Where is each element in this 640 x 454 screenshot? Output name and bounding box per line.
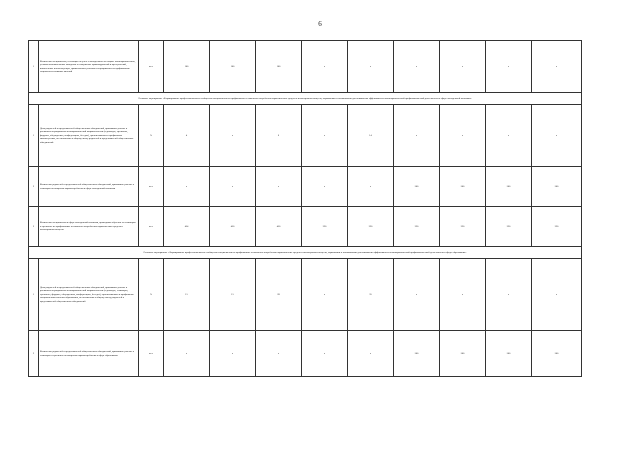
row-number-cell: 2 [29,331,39,377]
value-cell: х [302,331,348,377]
value-cell: х [302,105,348,167]
value-cell: 500 [486,331,532,377]
unit-cell: чел. [139,331,164,377]
unit-cell: чел. [139,41,164,93]
table-row [29,207,582,247]
row-number-cell: 1 [29,259,39,331]
value-cell: 320 [348,207,394,247]
value-cell: х [440,41,486,93]
value-cell: 320 [394,207,440,247]
row-number-cell: 2 [29,167,39,207]
value-cell: 4 [164,105,210,167]
value-cell: х [394,41,440,93]
value-cell: х [532,259,582,331]
indicator-description-cell: Количество специалистов, состоящих на учете в молодежного по защите антинаркотических, условно-положительных молодежи за совершение правонарушений и преступлений, вовлеченных в волонтерскую, привлекаемых участию в мероприятиях по профилактике социально-негативных явлений [39,41,139,93]
section-header-row [29,93,582,105]
value-cell: х [394,105,440,167]
value-cell: х [210,105,256,167]
value-cell: 100 [164,41,210,93]
value-cell: 500 [532,167,582,207]
value-cell: 450 [210,207,256,247]
value-cell: 6 [256,105,302,167]
table-row [29,331,582,377]
value-cell: х [302,259,348,331]
value-cell: 15 [164,259,210,331]
row-number-cell: 1 [29,105,39,167]
value-cell: х [210,167,256,207]
table-row [29,41,582,93]
value-cell: х [302,41,348,93]
value-cell: 320 [486,207,532,247]
section-title: Основное мероприятие «Формирование профессионального сообщества специалистов по профилактике незаконного потребления наркотических средств и психотропных веществ, наркомании и токсикомании для повышения эффективности антинаркотической профилактической деятельности в сфере молодежной политики» [29,93,582,105]
unit-cell: % [139,105,164,167]
unit-cell: чел. [139,207,164,247]
row-number-cell: 1 [29,41,39,93]
value-cell: 500 [532,331,582,377]
value-cell: 14 [348,105,394,167]
value-cell: 500 [440,167,486,207]
value-cell: 454 [164,207,210,247]
value-cell: х [348,41,394,93]
value-cell: 500 [486,167,532,207]
indicator-description-cell: Доля родителей и представителей общественных объединений, принявших участие в различных мероприятиях антинаркотической направленности (в докладах, семинарах, тренингах, форумах, обсуждениях, конференциях, беседах), организованных в профильных специалистами системы образования, по отношению к общему числу родителей и представителей общественных объединений [39,259,139,331]
table-row [29,259,582,331]
value-cell: х [302,167,348,207]
value-cell: х [532,41,582,93]
indicator-description-cell: Доля родителей и представителей общественных объединений, принявших участие в различных мероприятиях антинаркотической направленности (в докладах, тренингах, форумах, обсуждениях, конференциях, беседах), организованных в профильных министерствах, по отношению к общему числу родителей и представителей общественных объединений [39,105,139,167]
value-cell: х [210,331,256,377]
page-number: 6 [318,20,322,28]
value-cell: 450 [256,207,302,247]
value-cell: х [440,259,486,331]
value-cell: 320 [302,207,348,247]
indicators-table [28,40,582,377]
value-cell: х [164,331,210,377]
value-cell: х [486,105,532,167]
value-cell: 500 [440,331,486,377]
value-cell: 100 [210,41,256,93]
value-cell: 15 [210,259,256,331]
value-cell: х [348,167,394,207]
value-cell: х [486,259,532,331]
value-cell: 28 [256,259,302,331]
indicator-description-cell: Количество родителей и представителей общественных объединений, принявших участие в семинарах по вопросам наркопотребления в сфере молодежной политики [39,167,139,207]
section-title: Основное мероприятие «Формирование профессионального сообщества специалистов по профилактике незаконного потребления наркотических средств и психотропных веществ, наркомании и токсикомании для повышения эффективности антинаркотической профилактической деятельности в сфере образования» [29,247,582,259]
value-cell: 320 [532,207,582,247]
value-cell: 500 [394,167,440,207]
value-cell: 320 [440,207,486,247]
value-cell: х [348,331,394,377]
indicator-description-cell: Количество родителей и представителей общественных объединений, принявших участие в семинарах и тренингах по вопросам наркопотребления в сфере образования [39,331,139,377]
unit-cell: чел. [139,167,164,207]
unit-cell: % [139,259,164,331]
value-cell: х [164,167,210,207]
value-cell: 35 [348,259,394,331]
value-cell: х [532,105,582,167]
value-cell: х [256,167,302,207]
value-cell: х [256,331,302,377]
table-row [29,167,582,207]
indicator-description-cell: Количество специалистов в сфере молодежной политики, прошедших обучение на семинарах и тренингах по профилактике незаконного потребления наркотических средств и психотропных веществ [39,207,139,247]
value-cell: 500 [394,331,440,377]
value-cell: 100 [256,41,302,93]
value-cell: х [486,41,532,93]
section-header-row [29,247,582,259]
table-row [29,105,582,167]
value-cell: х [394,259,440,331]
row-number-cell: 3 [29,207,39,247]
value-cell: х [440,105,486,167]
